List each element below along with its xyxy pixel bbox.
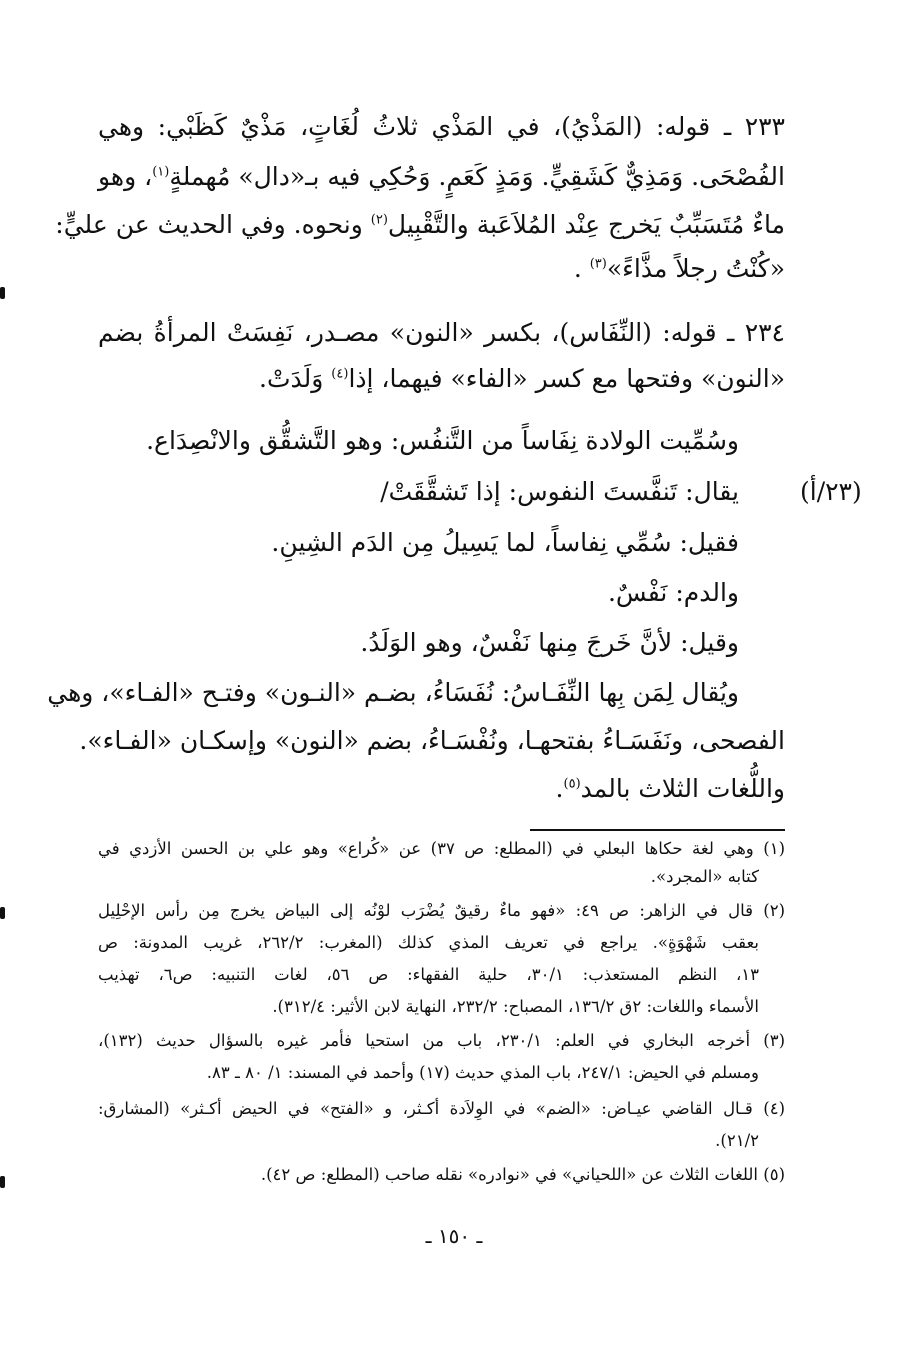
footnote-line: ٢١/٢). [715,1131,759,1150]
text-segment: وَلَدَتْ. [259,364,324,393]
footnote-line: الأسماء واللغات: ٢ق ١٣٦/٢، المصباح: ٢٣٢/٢، النهاية لابن الأثير: ٣١٢/٤). [272,997,759,1016]
footnote-line: (٥) اللغات الثلاث عن «اللحياني» في «نوادره» نقله صاحب (المطلع: ص ٤٢). [260,1165,785,1184]
text-line: الفصحى، ونَفَسَـاءُ بفتحهـا، ونُفْسَـاءُ، بضم «النون» وإسكـان «الفـاء». [79,726,785,755]
footnote-line: (٣) أخرجه البخاري في العلم: ٢٣٠/١، باب من استحيا فأمر غيره بالسؤال حديث (١٣٢)، [98,1031,785,1050]
scan-mark [0,907,5,919]
text-segment: «النون» وفتحها مع كسر «الفاء» فيهما، إذا [348,364,785,393]
footnote-marker: (٣) [589,256,607,272]
text-line: والدم: نَفْسٌ. [607,578,739,607]
footnote-marker: (٥) [563,776,581,792]
text-segment: ، وهو [98,162,153,191]
text-line: يقال: تَنفَّستَ النفوس: إذا تَشقَّقَتْ/ [380,477,739,506]
text-line: وسُمِّيت الولادة نِفَاساً من التَّنفُس: وهو التَّشقُّق والانْصِدَاع. [146,426,739,455]
footnote-marker: (١) [152,164,170,180]
footnote-line: (٢) قال في الزاهر: ص ٤٩: «فهو ماءٌ رقيقٌ يُضْرَب لوْنُه إلى البياض يخرج مِن رأس الإحْلِيل [98,901,785,920]
text-line: فقيل: سُمِّي نِفاساً، لما يَسِيلُ مِن الدَم الشِينِ. [271,528,739,557]
text-line: وقيل: لأنَّ خَرجَ مِنها نَفْسٌ، وهو الوَلَدُ. [360,628,739,657]
scan-mark [0,1176,5,1188]
footnote-line: ومسلم في الحيض: ٢٤٧/١، باب المذي حديث (١٧) وأحمد في المسند: ١/ ٨٠ ـ ٨٣. [206,1063,759,1082]
footnote-marker: (٤) [331,366,349,382]
text-line: ٢٣٣ ـ قوله: (المَذْيُ)، في المَذْي ثلاثُ لُغَاتٍ، مَذْيٌ كَظَبْي: وهي [98,112,785,141]
text-line: ويُقال لِمَن بِها النِّفَـاسُ: نُفَسَاءُ، بضـم «النـون» وفتـح «الفـاء»، وهي [47,678,739,707]
text-segment: الفُصْحَى. وَمَذِيٌّ كَشَقِيٍّ. وَمَذٍ كَعَمٍ. وَحُكِي فيه بـ«دال» مُهملةٍ [169,162,785,191]
footnotes [47,0,785,1200]
footnote-marker: (٢) [370,212,388,228]
text-segment: واللُّغات الثلاث بالمد [580,774,785,803]
text-segment: ونحوه. وفي الحديث عن عليٍّ: [55,210,363,239]
page-number: ـ ١٥٠ ـ [425,1224,483,1248]
text-line: ٢٣٤ ـ قوله: (النِّفَاس)، بكسر «النون» مصـدر، نَفِسَتْ المرأةُ بضم [98,318,785,347]
text-segment: «كُنْتُ رجلاً مذَّاءً» [606,254,785,283]
footnote-line: (١) وهي لغة حكاها البعلي في (المطلع: ص ٣٧) عن «كُراع» وهو علي بن الحسن الأزدي في [98,839,785,858]
footnote-line: (٤) قـال القاضي عيـاض: «الضم» في الوِلاَدة أكـثر، و «الفتح» في الحيض أكـثر» (المشارق: [98,1099,785,1118]
text-line: «كُنْتُ رجلاً مذَّاءً»$^{(٣)}$ . [573,254,785,283]
text-line: واللُّغات الثلاث بالمد$^{(٥)}$. [555,774,785,803]
footnote-line: بعقب شَهْوَةٍ». يراجع في تعريف المذي كذلك (المغرب: ٢٦٢/٢، غريب المدونة: ص [98,933,759,952]
footnote-line: كتابه «المجرد». [650,867,759,886]
text-segment: ماءٌ مُتَسَبِّبٌ يَخرج عِنْد المُلاَعَبة والتَّقْبِيل [387,210,785,239]
footnote-line: ١٣، النظم المستعذب: ٣٠/١، حلية الفقهاء: ص ٥٦، لغات التنبيه: ص٦، تهذيب [98,965,759,984]
folio-reference: (٢٣/أ) [800,477,862,506]
scan-mark [0,287,5,299]
